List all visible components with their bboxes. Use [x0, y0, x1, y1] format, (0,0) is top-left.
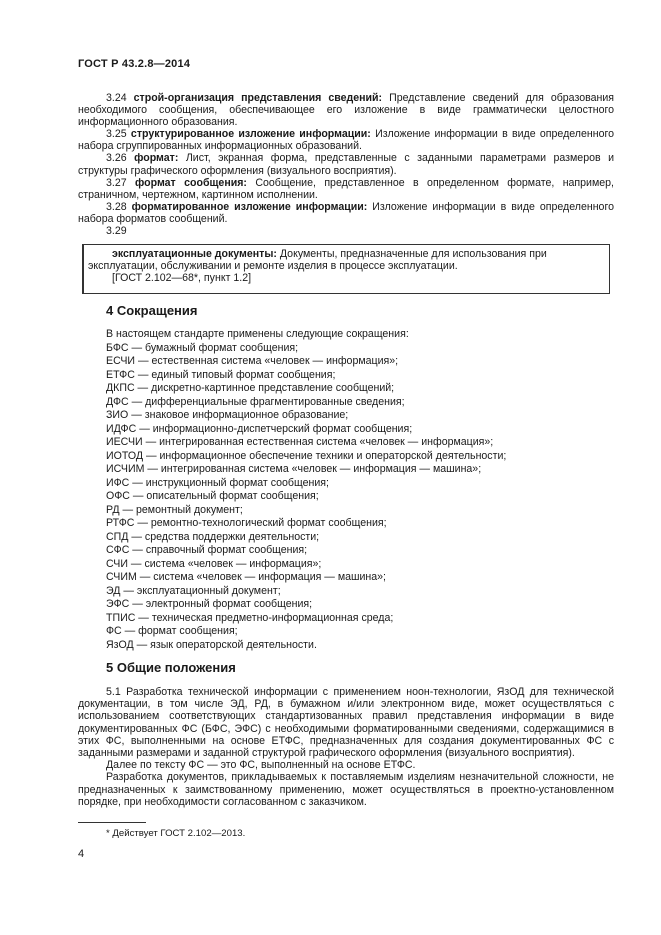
list-item: ДФС — дифференциальные фрагментированные сведения; [106, 395, 405, 408]
list-item: СЧИ — система «человек — информация»; [106, 557, 322, 570]
abbreviations-intro: В настоящем стандарте применены следующие сокращения: [106, 328, 409, 340]
list-item: ИОТОД — информационное обеспечение техники и операторской деятельности; [106, 449, 507, 462]
list-item: РД — ремонтный документ; [106, 503, 243, 516]
list-item: ТПИС — техническая предметно-информационная среда; [106, 611, 394, 624]
list-item: ОФС — описательный формат сообщения; [106, 490, 319, 502]
list-item: СПД — средства поддержки деятельности; [106, 530, 320, 543]
boxed-definition [82, 244, 610, 294]
document-code: ГОСТ Р 43.2.8—2014 [78, 58, 191, 70]
definition-3-26: 3.26 формат: Лист, экранная форма, представленные с заданными параметрами размеров и структуры графического оформления (визуального восприятия). [78, 152, 614, 177]
footnote-divider [78, 822, 146, 823]
section-4-title: 4 Сокращения [106, 303, 198, 318]
definition-3-25: 3.25 структурированное изложение информации: Изложение информации в виде определенного набора сгруппированных информационных образований. [78, 128, 614, 153]
list-item: ЕТФС — единый типовый формат сообщения; [106, 368, 336, 381]
list-item: ИЕСЧИ — интегрированная естественная система «человек — информация»; [106, 436, 494, 448]
list-item: РТФС — ремонтно-технологический формат сообщения; [106, 517, 387, 529]
boxed-definition-text: эксплуатационные документы: Документы, предназначенные для использования при эксплуатации, обслуживании и ремонте изделия в процессе эксплуатации. [88, 248, 547, 273]
definition-3-24: 3.24 строй-организация представления сведений: Представление сведений для образования необходимого сообщения, обеспечивающее его изложение в виде грамматически целостного информационного образования. [78, 92, 614, 129]
list-item: ЗИО — знаковое информационное образование; [106, 409, 349, 421]
section-5-body [78, 686, 614, 808]
list-item: ФС — формат сообщения; [106, 625, 238, 637]
list-item: ИФС — инструкционный формат сообщения; [106, 476, 329, 489]
list-item: ДКПС — дискретно-картинное представление сообщений; [106, 382, 395, 394]
definitions-block [78, 92, 614, 237]
boxed-definition-reference: [ГОСТ 2.102—68*, пункт 1.2] [112, 272, 252, 285]
list-item: ИДФС — информационно-диспетчерский формат сообщения; [106, 422, 413, 435]
definition-3-28: 3.28 форматированное изложение информации: Изложение информации в виде определенного набора форматов сообщений. [78, 200, 614, 225]
paragraph: 5.1 Разработка технической информации с применением ноон-технологии, ЯзОД для технической документации, в том числе ЭД, РД, в бумажном и/или электронном виде, может осуществляться с использованием соответствующих стандартизованных правил представления информации в виде документированных ФС (БФС, ЭФС) с необходимыми форматированными сведениями, содержащимися в этих ФС, выполненными на основе ЕТФС, предназначенных для создания документированных ФС с заданными размерами и заданной структурой графического оформления (визуального восприятия). [78, 686, 614, 760]
list-item: СФС — справочный формат сообщения; [106, 544, 308, 556]
list-item: ЕСЧИ — естественная система «человек — информация»; [106, 355, 399, 367]
footnote: * Действует ГОСТ 2.102—2013. [106, 828, 246, 839]
abbreviations-list [106, 328, 626, 652]
list-item: СЧИМ — система «человек — информация — машина»; [106, 571, 387, 583]
page-number: 4 [78, 848, 85, 860]
list-item: ЭФС — электронный формат сообщения; [106, 598, 313, 610]
list-item: ЯзОД — язык операторской деятельности. [106, 638, 317, 651]
paragraph: Далее по тексту ФС — это ФС, выполненный на основе ЕТФС. [106, 759, 416, 772]
paragraph: Разработка документов, прикладываемых к поставляемым изделиям незначительной сложности, не предназначенных к заимствованному применению, может осуществляться в проектно-установленном порядке, при необходимости согласованном с заказчиком. [78, 771, 614, 808]
section-5-title: 5 Общие положения [106, 660, 236, 675]
list-item: ЭД — эксплуатационный документ; [106, 584, 281, 597]
definition-3-29-number: 3.29 [106, 225, 127, 238]
list-item: БФС — бумажный формат сообщения; [106, 341, 299, 354]
list-item: ИСЧИМ — интегрированная система «человек — информация — машина»; [106, 463, 482, 475]
definition-3-27: 3.27 формат сообщения: Сообщение, представленное в определенном формате, например, страничном, чертежном, картинном исполнении. [78, 176, 614, 201]
